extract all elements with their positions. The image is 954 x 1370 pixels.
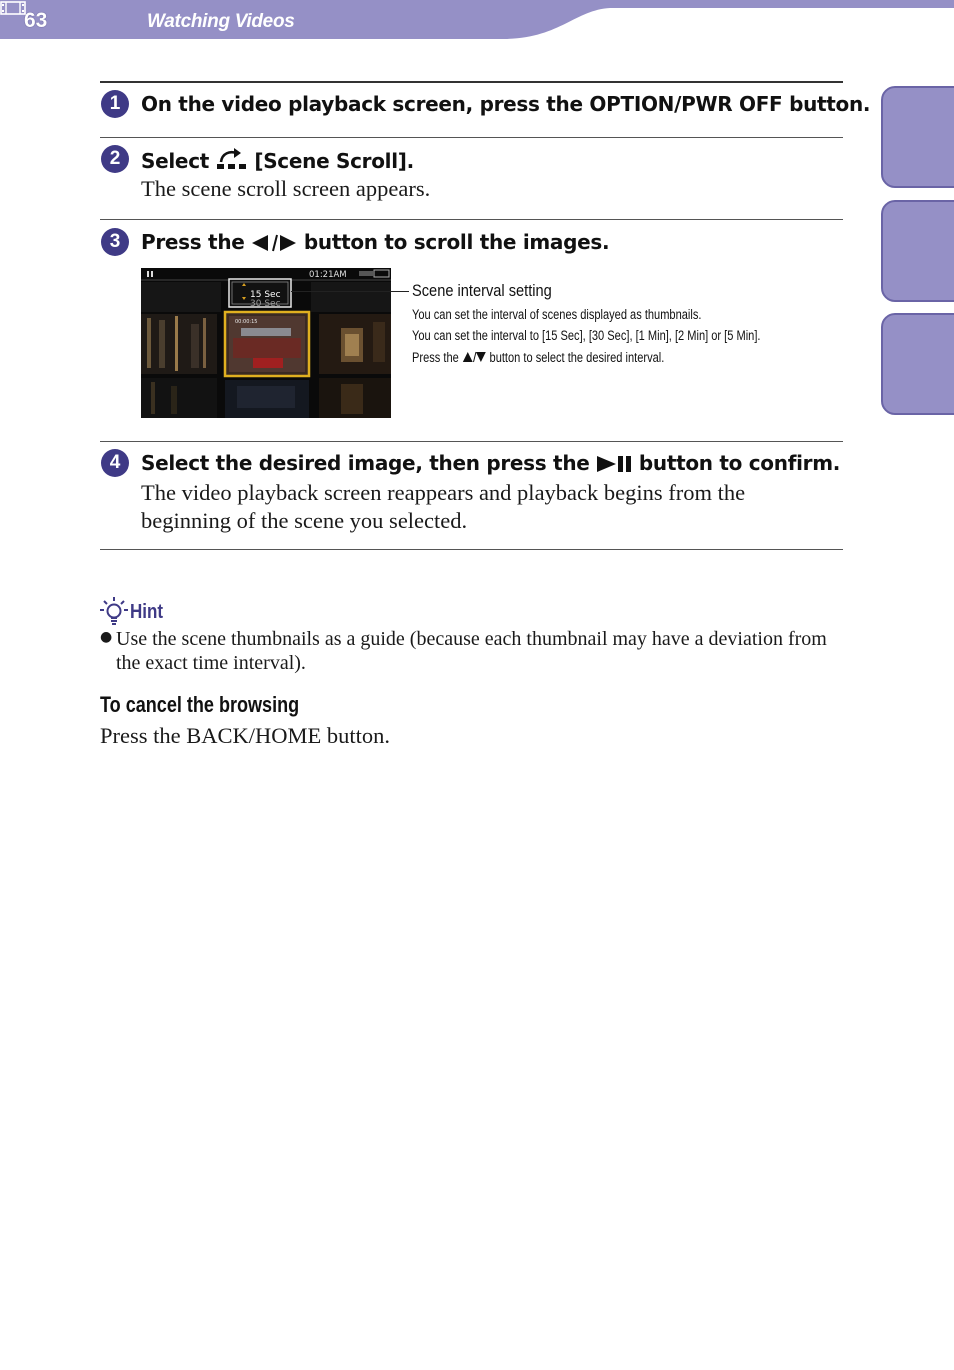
screen-time: 01:21AM (309, 270, 347, 280)
step-description: The scene scroll screen appears. (141, 176, 431, 201)
callout-text-part: button to select the desired interval. (489, 350, 665, 365)
step-heading-text: Select (141, 149, 210, 173)
step-heading-text: Press the (141, 230, 245, 254)
page-header (0, 0, 954, 40)
page-number: 63 (24, 9, 48, 32)
tab-label: Contents (839, 184, 860, 268)
callout-text: You can set the interval of scenes displayed as thumbnails. (412, 307, 702, 322)
callout-title: Scene interval setting (412, 281, 552, 300)
step-number: 3 (101, 228, 129, 256)
step-heading-text: Select the desired image, then press the (141, 451, 590, 475)
tab-label: Index (849, 428, 870, 478)
tab-label: Menu (839, 315, 860, 365)
cancel-heading: To cancel the browsing (100, 692, 300, 717)
play-pause-icon (596, 455, 632, 473)
step-heading: On the video playback screen, press the OPTION/PWR OFF button. (141, 92, 871, 116)
tab-label: Home (859, 313, 880, 367)
hint-label: Hint (130, 601, 164, 623)
up-down-arrows-icon (462, 351, 487, 363)
divider (100, 137, 843, 138)
tab-label: Table of (859, 189, 880, 263)
divider (100, 219, 843, 220)
step-number: 4 (101, 449, 129, 477)
hint-text: Use the scene thumbnails as a guide (because each thumbnail may have a deviation from the exact time interval). (116, 628, 827, 674)
callout-text: You can set the interval to [15 Sec], [30 Sec], [1 Min], [2 Min] or [5 Min]. (412, 328, 761, 343)
svg-text:00:00:15: 00:00:15 (235, 319, 258, 325)
step-heading (141, 147, 414, 173)
step-heading-text: button to scroll the images. (303, 230, 610, 254)
interval-next: 30 Sec (250, 299, 281, 309)
cancel-instructions: Press the BACK/HOME button. (100, 723, 391, 748)
callout-leader-line (291, 291, 409, 292)
step-number: 2 (101, 145, 129, 173)
callout-text (412, 350, 664, 365)
divider (100, 549, 843, 550)
callout-text-part: Press the (412, 350, 459, 365)
bullet: ● (100, 629, 113, 645)
film-icon (0, 0, 26, 16)
step-heading (141, 451, 840, 475)
left-right-arrows-icon (251, 234, 297, 252)
scene-scroll-icon (216, 147, 248, 171)
tab-table-of-contents[interactable] (839, 86, 954, 268)
interval-current: 15 Sec (250, 290, 281, 300)
lightbulb-icon (100, 596, 128, 626)
divider (100, 441, 843, 442)
divider (100, 81, 843, 83)
step-description: The video playback screen reappears and playback begins from the beginning of the scene you selected. (141, 480, 746, 533)
step-heading-text: [Scene Scroll]. (254, 149, 414, 173)
step-heading-text: button to confirm. (638, 451, 841, 475)
step-heading (141, 230, 609, 254)
step-number: 1 (101, 90, 129, 118)
header-band (0, 0, 954, 40)
section-title: Watching Videos (147, 11, 295, 32)
